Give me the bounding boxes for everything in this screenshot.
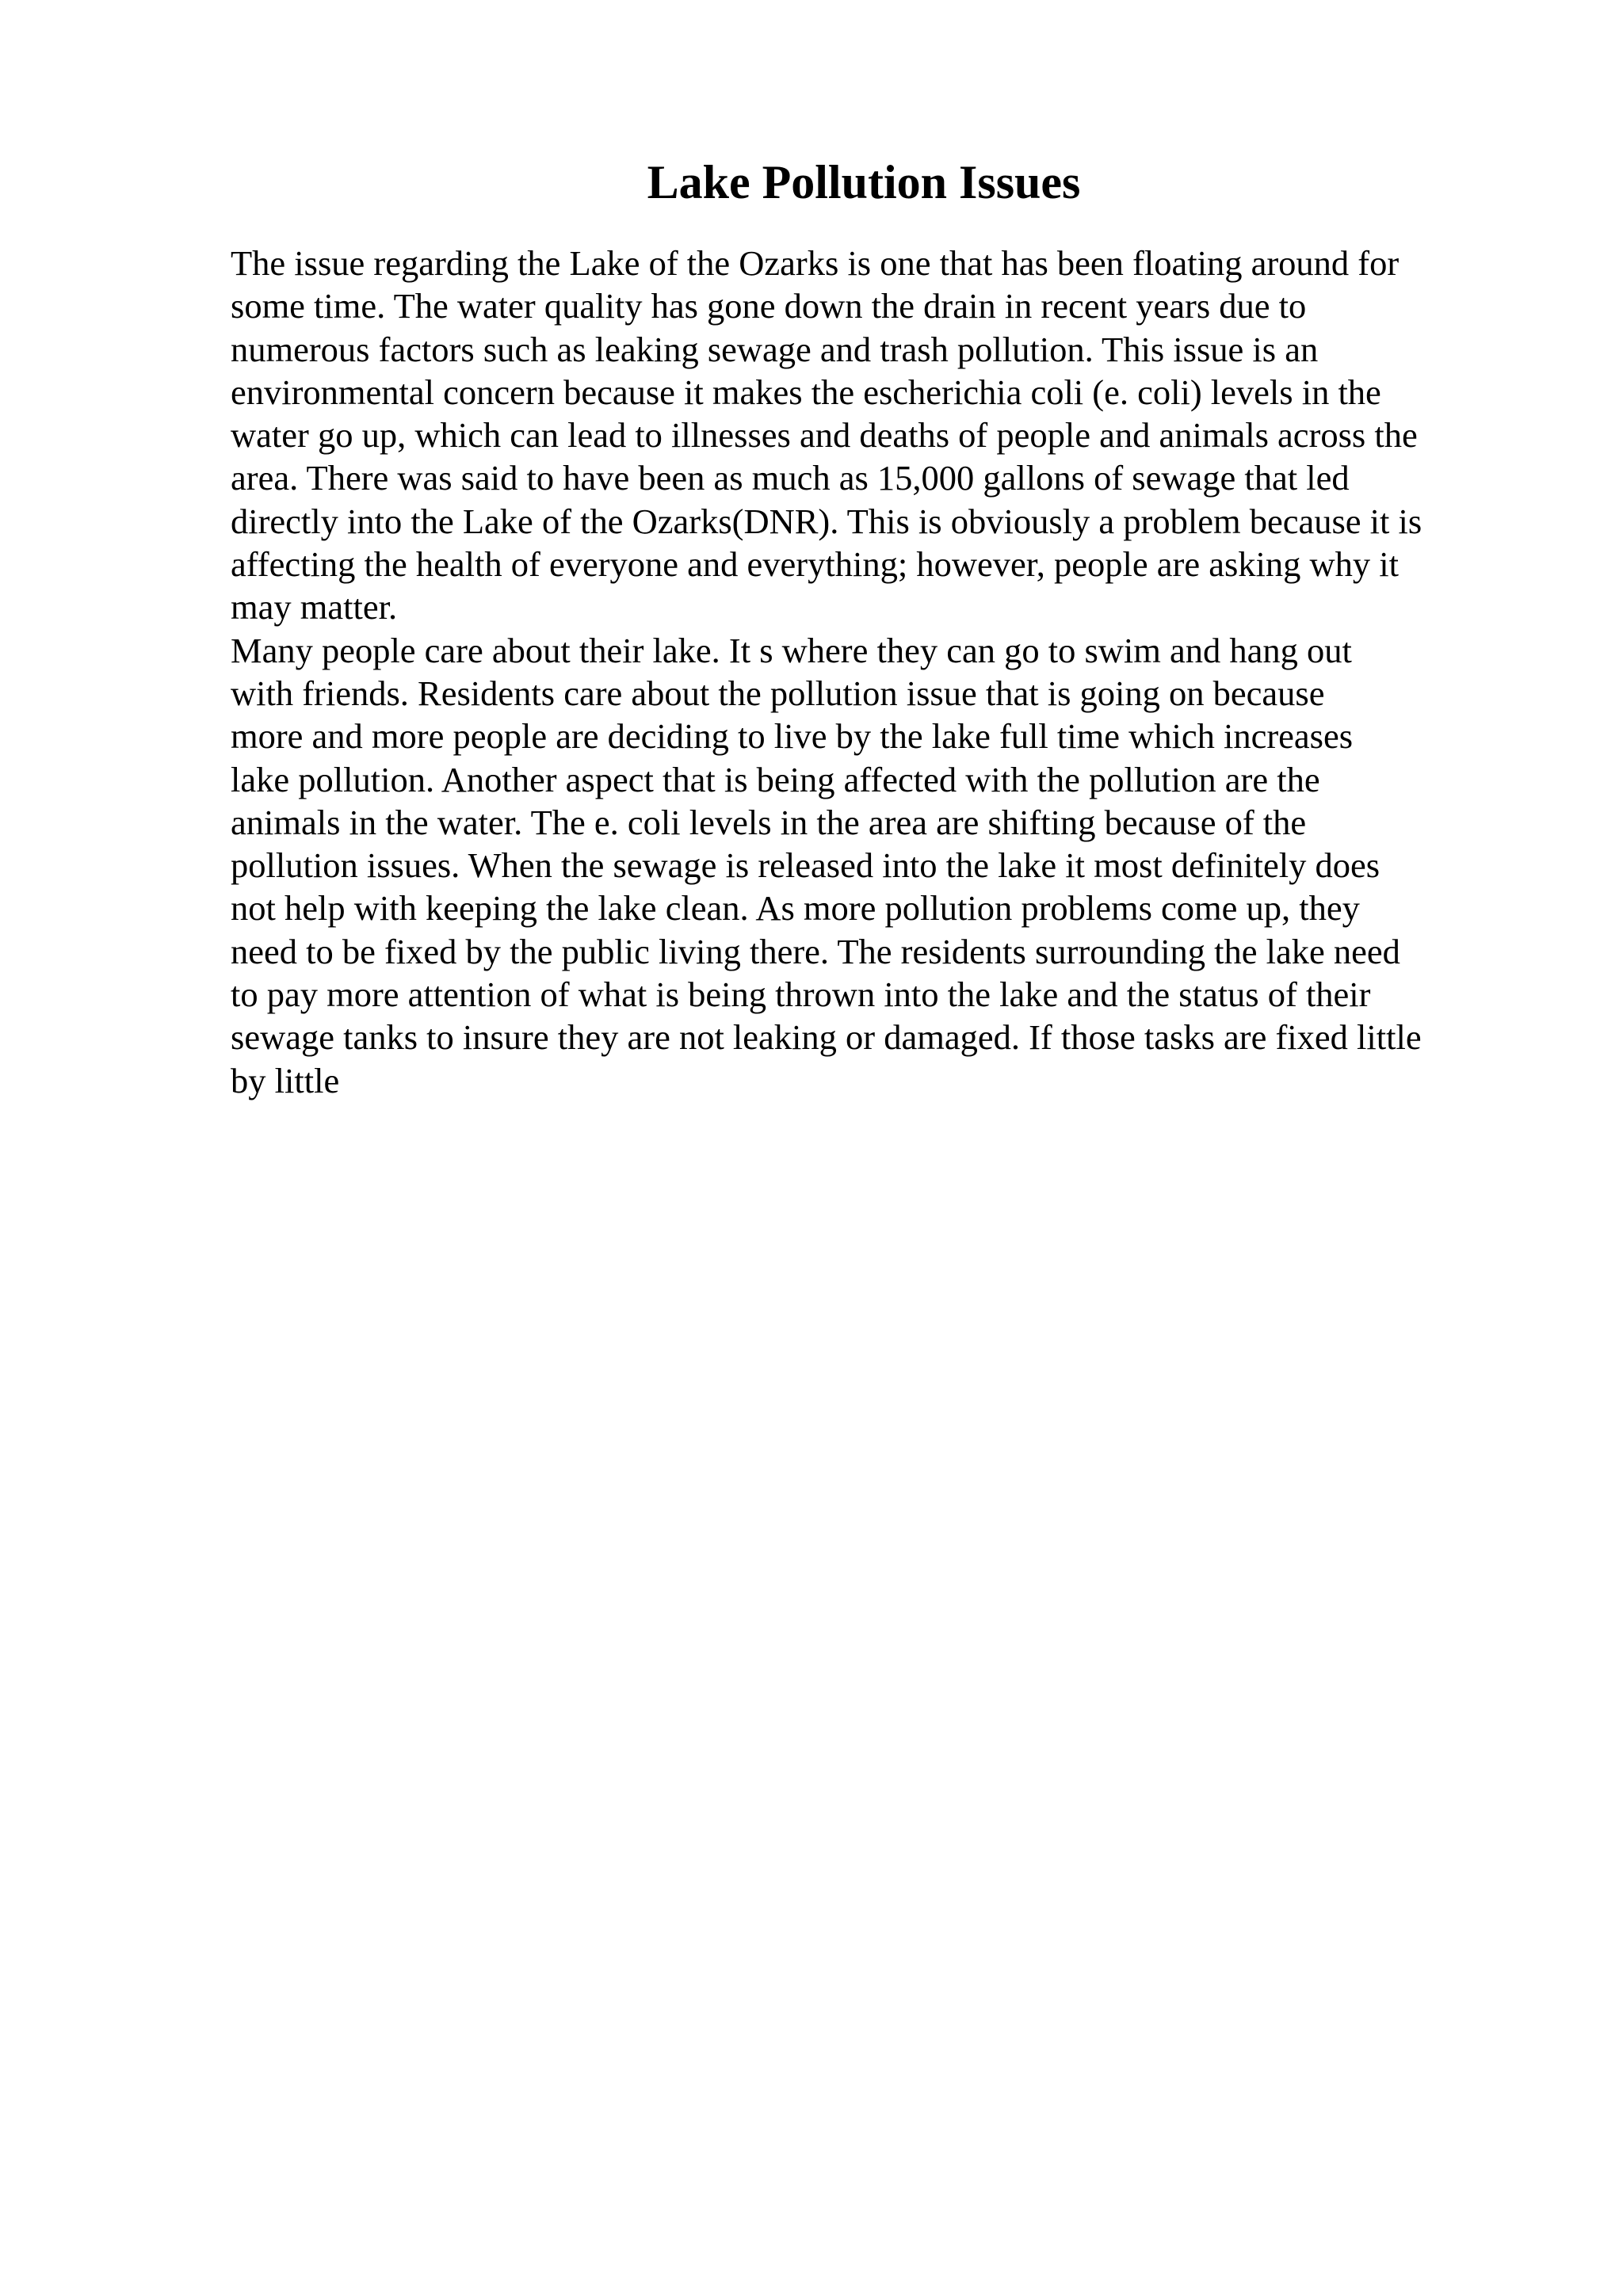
text-line: sewage tanks to insure they are not leaking or damaged. If those tasks are fixed little	[231, 1017, 1422, 1058]
text-line: directly into the Lake of the Ozarks(DNR). This is obviously a problem because it is	[231, 501, 1423, 541]
text-line: affecting the health of everyone and everything; however, people are asking why it	[231, 544, 1399, 585]
text-line: with friends. Residents care about the pollution issue that is going on because	[231, 673, 1325, 713]
text-line: need to be fixed by the public living there. The residents surrounding the lake need	[231, 931, 1400, 971]
text-line: more and more people are deciding to live by the lake full time which increases	[231, 716, 1354, 757]
text-line: to pay more attention of what is being thrown into the lake and the status of their	[231, 974, 1371, 1015]
text-line: by little	[231, 1060, 340, 1100]
text-line: may matter.	[231, 587, 398, 627]
text-line: not help with keeping the lake clean. As more pollution problems come up, they	[231, 888, 1360, 929]
text-line: lake pollution. Another aspect that is being affected with the pollution are the	[231, 759, 1320, 799]
text-line: numerous factors such as leaking sewage and trash pollution. This issue is an	[231, 329, 1319, 369]
text-line: water go up, which can lead to illnesses and deaths of people and animals across the	[231, 415, 1418, 456]
text-line: animals in the water. The e. coli levels in the area are shifting because of the	[231, 802, 1307, 842]
text-line: environmental concern because it makes the escherichia coli (e. coli) levels in the	[231, 372, 1381, 412]
document-body	[231, 242, 1499, 1102]
text-line: some time. The water quality has gone down the drain in recent years due to	[231, 286, 1307, 326]
page-title: Lake Pollution Issues	[647, 156, 1081, 208]
text-line: pollution issues. When the sewage is released into the lake it most definitely does	[231, 845, 1381, 886]
text-line: The issue regarding the Lake of the Ozarks is one that has been floating around for	[231, 243, 1400, 283]
text-line: Many people care about their lake. It s where they can go to swim and hang out	[231, 630, 1352, 670]
text-line: area. There was said to have been as much as 15,000 gallons of sewage that led	[231, 458, 1350, 498]
